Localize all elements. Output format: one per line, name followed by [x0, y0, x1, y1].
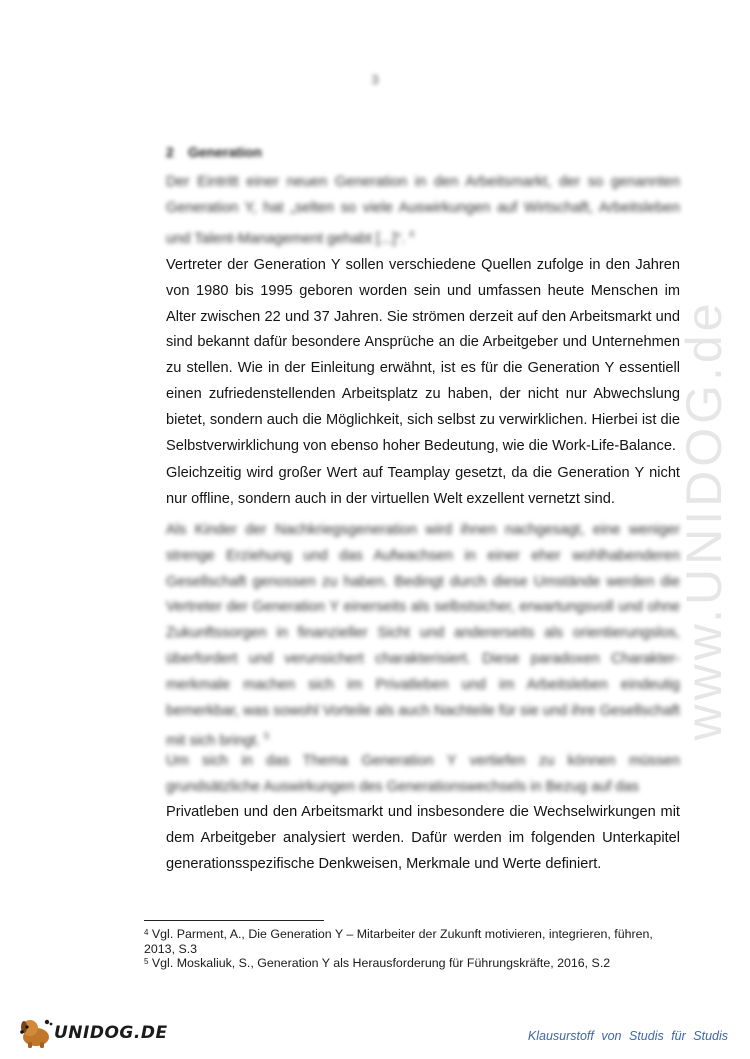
paragraph-5-line: generationsspezifische Denkweisen, Merkmale und Werte definiert. [166, 855, 602, 872]
paragraph-4-text: Als Kinder der Nachkriegsgeneration wird ihnen nachgesagt, eine weniger strenge Erziehung und das Aufwachsen in einer eher wohlhabenderen Gesellschaft genossen zu haben. Bedingt durch diese Umstände werden die Vertreter der Generation Y einerseits als selbstsicher, erwartungsvoll und ohne Zukunftssorgen in finanzieller Sicht und andererseits als orientierungslos, überfordert und verunsichert charakterisiert. Diese paradoxen Charakter-merkmale machen sich im Privatleben und im Arbeitsleben eindeutig bemerkbar, was sowohl Vorteile als auch Nachteile für sie und ihre Gesellschaft mit sich bringt. [166, 522, 680, 750]
paragraph-2-line: zu stellen. Wie in der Einleitung erwähnt, ist es für die Generation Y essentiell [166, 360, 680, 377]
footnote-item [144, 927, 684, 956]
footnote-separator [144, 920, 324, 921]
paragraph-5 [166, 800, 680, 877]
section-title: Generation [188, 144, 262, 160]
page-number: 3 [371, 72, 379, 87]
footnote-number: 4 [144, 928, 149, 937]
watermark: www.UNIDOG.de [676, 299, 732, 741]
paragraph-1-blurred [166, 170, 680, 252]
footnote-ref-5: 5 [264, 731, 270, 742]
paragraph-2-line: sind bekannt dafür besondere Ansprüche an die Arbeitgeber und Unternehmen [166, 334, 680, 351]
footnote-item [144, 956, 684, 971]
paragraph-5-blurred [166, 749, 680, 801]
paragraph-2-line: Alter zwischen 22 und 37 Jahren. Sie strömen derzeit auf den Arbeitsmarkt und [166, 308, 680, 325]
paragraph-3-line: nur offline, sondern auch in der virtuellen Welt exzellent vernetzt sind. [166, 490, 615, 507]
paragraph-2 [166, 253, 680, 459]
tagline: Klausurstoff von Studis für Studis [527, 1029, 728, 1043]
paragraph-5-line: dem Arbeitgeber analysiert werden. Dafür werden im folgenden Unterkapitel [166, 829, 680, 846]
paragraph-1-text: Der Eintritt einer neuen Generation in den Arbeitsmarkt, der so genannten Generation Y, hat „selten so viele Auswirkungen auf Wirtschaft, Arbeitsleben und Talent-Management gehabt [...]“. [166, 174, 680, 247]
unidog-logo [16, 1015, 168, 1051]
paragraph-3-line: Gleichzeitig wird großer Wert auf Teamplay gesetzt, da die Generation Y nicht [166, 465, 680, 481]
paragraph-4-blurred [166, 518, 680, 755]
footnote-text: Vgl. Moskaliuk, S., Generation Y als Herausforderung für Führungskräfte, 2016, S.2 [151, 956, 611, 971]
paragraph-2-line: bietet, sondern auch die Möglichkeit, sich selbst zu verwirklichen. Hierbei ist die [166, 411, 680, 428]
paragraph-2-line: Vertreter der Generation Y sollen verschiedene Quellen zufolge in den Jahren [166, 257, 680, 273]
footnotes [144, 927, 684, 971]
logo-text: UNIDOG.DE [54, 1023, 168, 1043]
section-number: 2 [166, 144, 174, 160]
paragraph-2-line: von 1980 bis 1995 geboren worden sein und umfassen heute Menschen im [166, 282, 680, 299]
paragraph-3 [166, 461, 680, 513]
paragraph-2-line: Selbstverwirklichung von ebenso hoher Bedeutung, wie die Work-Life-Balance. [166, 437, 676, 454]
section-heading [166, 144, 262, 160]
paragraph-2-line: einen zufriedenstellenden Arbeitsplatz zu haben, der nicht nur Abwechslung [166, 385, 680, 402]
paragraph-5-line: Privatleben und den Arbeitsmarkt und insbesondere die Wechselwirkungen mit [166, 804, 680, 820]
paragraph-5-blurred-text: Um sich in das Thema Generation Y vertiefen zu können müssen grundsätzliche Auswirkungen des Generationswechsels in Bezug auf das [166, 753, 680, 795]
footnote-ref-4: 4 [409, 228, 415, 239]
footnote-text: Vgl. Parment, A., Die Generation Y – Mitarbeiter der Zukunft motivieren, integrieren, führen, 2013, S.3 [144, 927, 653, 956]
footnote-number: 5 [144, 957, 149, 967]
